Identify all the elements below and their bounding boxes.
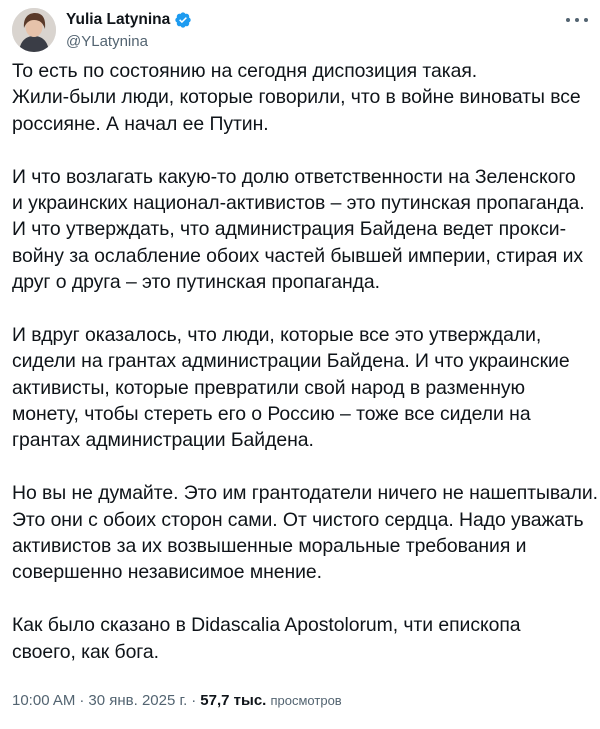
views-label: просмотров bbox=[270, 693, 342, 708]
tweet-line: своего, как бога. bbox=[12, 640, 159, 663]
tweet-line: И что возлагать какую-то долю ответственности на Зеленского bbox=[12, 165, 576, 188]
tweet-header bbox=[12, 8, 588, 52]
verified-badge-icon bbox=[174, 11, 192, 29]
views-count: 57,7 тыс. bbox=[200, 692, 267, 709]
tweet-meta bbox=[12, 692, 342, 709]
more-options-icon[interactable] bbox=[566, 12, 588, 28]
paragraph-gap bbox=[12, 296, 592, 322]
tweet-line: друг о друга – это путинская пропаганда. bbox=[12, 271, 380, 294]
paragraph-gap bbox=[12, 137, 592, 163]
tweet-line: совершенно независимое мнение. bbox=[12, 561, 323, 584]
tweet-time[interactable]: 10:00 AM bbox=[12, 692, 76, 709]
paragraph-gap bbox=[12, 586, 592, 612]
meta-separator: · bbox=[191, 692, 197, 709]
display-name[interactable]: Yulia Latynina bbox=[66, 11, 171, 28]
tweet-line: Но вы не думайте. Это им грантодатели ничего не нашептывали. bbox=[12, 482, 599, 505]
tweet-date[interactable]: 30 янв. 2025 г. bbox=[88, 692, 188, 709]
tweet-line: активистов за их возвышенные моральные требования и bbox=[12, 535, 527, 558]
meta-separator: · bbox=[79, 692, 85, 709]
tweet-line: То есть по состоянию на сегодня диспозиция такая. bbox=[12, 60, 478, 82]
tweet-line: войну за ослабление обоих частей бывшей империи, стирая их bbox=[12, 244, 584, 267]
paragraph-gap bbox=[12, 454, 592, 480]
tweet-line: И вдруг оказалось, что люди, которые все это утверждали, bbox=[12, 323, 542, 346]
tweet-line: активисты, которые превратили свой народ в разменную bbox=[12, 376, 525, 399]
tweet-line: и украинских национал-активистов – это путинская пропаганда. bbox=[12, 191, 585, 214]
avatar[interactable] bbox=[12, 8, 56, 52]
tweet-line: грантах администрации Байдена. bbox=[12, 429, 314, 452]
tweet-line: Жили-были люди, которые говорили, что в войне виноваты все bbox=[12, 86, 581, 109]
tweet-line: Как было сказано в Didascalia Apostolorum, чти епископа bbox=[12, 614, 521, 637]
tweet-line: россияне. А начал ее Путин. bbox=[12, 112, 269, 135]
tweet-line: Это они с обоих сторон сами. От чистого сердца. Надо уважать bbox=[12, 508, 584, 531]
author-handle[interactable]: @YLatynina bbox=[66, 33, 148, 50]
author-names bbox=[66, 10, 192, 50]
tweet-line: сидели на грантах администрации Байдена. И что украинские bbox=[12, 350, 570, 373]
tweet-line: монету, чтобы стереть его о Россию – тоже все сидели на bbox=[12, 403, 531, 426]
tweet-line: И что утверждать, что администрация Байдена ведет прокси- bbox=[12, 218, 566, 241]
tweet-text bbox=[12, 58, 599, 665]
